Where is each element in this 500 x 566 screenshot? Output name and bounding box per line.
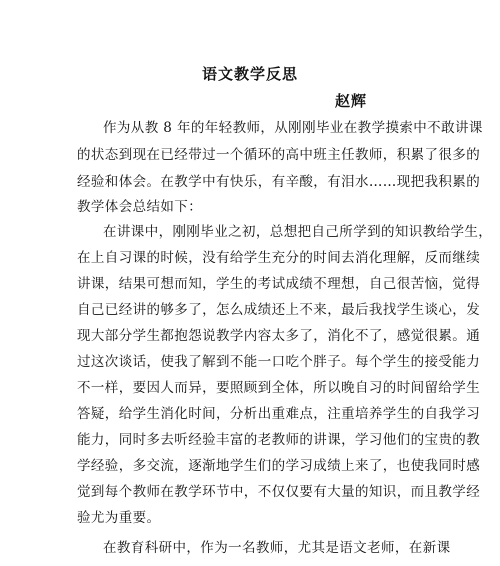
paragraph-line: 经验和体会。在教学中有快乐，有辛酸，有泪水……现把我积累的 (77, 174, 481, 190)
paragraph-line: 在上自习课的时候，没有给学生充分的时间去消化理解，反而继续 (77, 250, 481, 266)
paragraph-line: 觉到每个教师在教学环节中，不仅仅要有大量的知识，而且教学经 (77, 484, 481, 500)
paragraph-line: 过这次谈话，使我了解到不能一口吃个胖子。每个学生的接受能力 (77, 354, 481, 370)
paragraph-line: 教学体会总结如下： (77, 199, 203, 215)
document-author: 赵辉 (335, 92, 368, 110)
paragraph-line: 在教育科研中，作为一名教师，尤其是语文老师，在新课 (103, 540, 451, 556)
paragraph-line: 不一样，要因人而异，要照顾到全体，所以晚自习的时间留给学生 (77, 380, 481, 396)
paragraph-line: 学经验，多交流，逐渐地学生们的学习成绩上来了，也使我同时感 (77, 458, 481, 474)
paragraph-line: 的状态到现在已经带过一个循环的高中班主任教师，积累了很多的 (77, 147, 481, 163)
paragraph-line: 验尤为重要。 (77, 510, 161, 526)
paragraph-line: 自己已经讲的够多了，怎么成绩还上不来，最后我找学生谈心，发 (77, 302, 481, 318)
paragraph-line: 现大部分学生都抱怨说教学内容太多了，消化不了，感觉很累。通 (77, 328, 481, 344)
paragraph-line: 能力，同时多去听经验丰富的老教师的讲课，学习他们的宝贵的教 (77, 432, 481, 448)
document-title: 语文教学反思 (201, 65, 298, 83)
paragraph-line: 在讲课中，刚刚毕业之初，总想把自己所学到的知识教给学生， (103, 224, 493, 240)
paragraph-line: 讲课，结果可想而知，学生的考试成绩不理想，自己很苦恼，觉得 (77, 276, 481, 292)
paragraph-line: 答疑，给学生消化时间，分析出重难点，注重培养学生的自我学习 (77, 406, 481, 422)
paragraph-line: 作为从教 8 年的年轻教师，从刚刚毕业在教学摸索中不敢讲课 (103, 120, 483, 136)
